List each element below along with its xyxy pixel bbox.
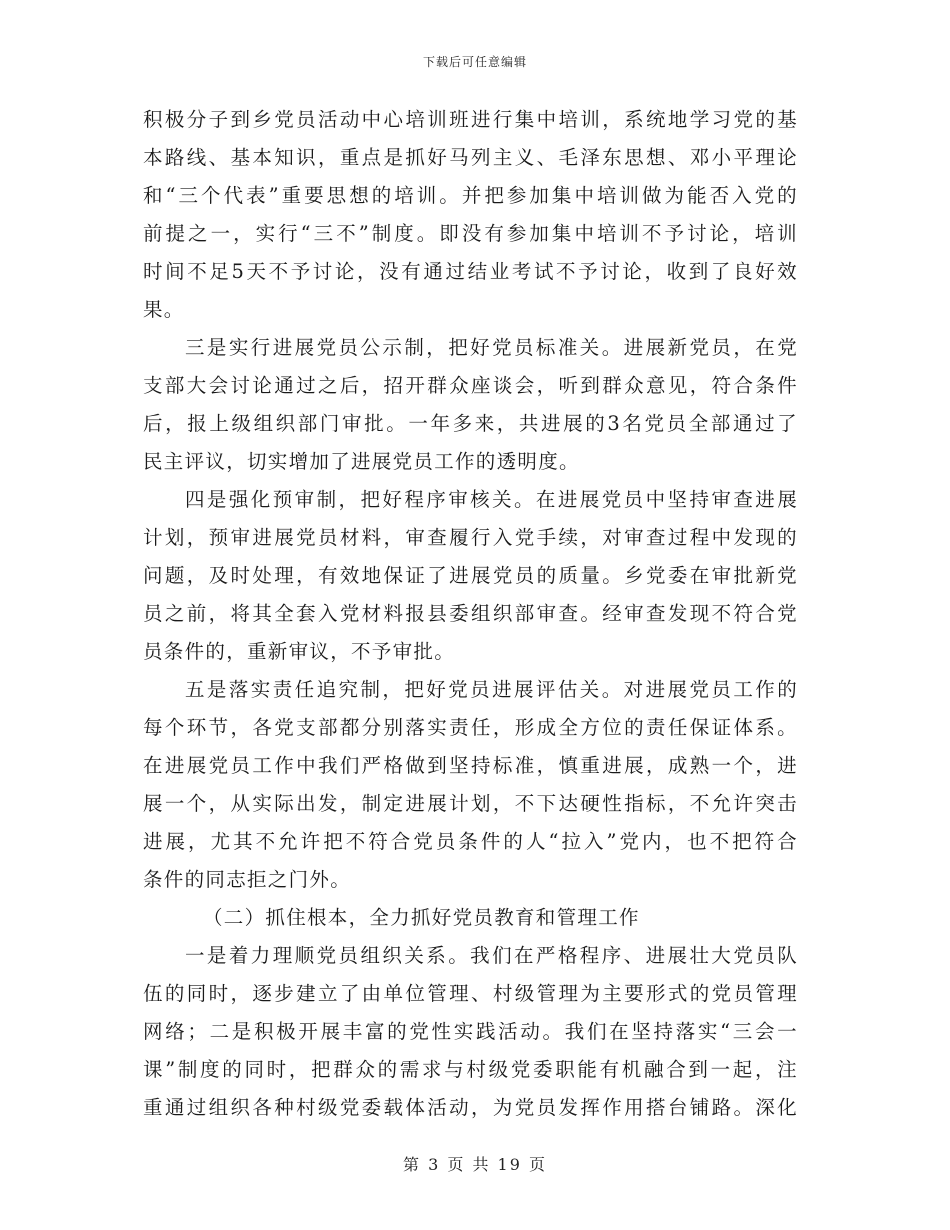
text-line: 每个环节，各党支部都分别落实责任，形成全方位的责任保证体系。: [143, 716, 798, 739]
text-line: 展一个，从实际出发，制定进展计划，不下达硬性指标，不允许突击: [143, 792, 798, 815]
text-line: 和“三个代表”重要思想的培训。并把参加集中培训做为能否入党的: [143, 184, 798, 207]
document-body: [143, 101, 798, 1127]
text-line: 员之前，将其全套入党材料报县委组织部审查。经审查发现不符合党: [143, 602, 798, 625]
text-line: 民主评议，切实增加了进展党员工作的透明度。: [143, 450, 580, 473]
text-line: 时间不足5天不予讨论，没有通过结业考试不予讨论，收到了良好效: [143, 260, 798, 283]
text-line: 果。: [143, 298, 185, 321]
text-line: 重通过组织各种村级党委载体活动，为党员发挥作用搭台铺路。深化: [143, 1096, 798, 1119]
text-line: 伍的同时，逐步建立了由单位管理、村级管理为主要形式的党员管理: [143, 982, 798, 1005]
paragraph-start-line: 三是实行进展党员公示制，把好党员标准关。进展新党员，在党: [185, 336, 798, 359]
text-line: 支部大会讨论通过之后，招开群众座谈会，听到群众意见，符合条件: [143, 374, 798, 397]
paragraph-start-line: 一是着力理顺党员组织关系。我们在严格程序、进展壮大党员队: [185, 944, 798, 967]
page-header-note: 下载后可任意编辑: [422, 55, 527, 69]
text-line: 条件的同志拒之门外。: [143, 868, 352, 891]
page-footer-pagination: 第 3 页 共 19 页: [403, 1155, 547, 1174]
text-line: 计划，预审进展党员材料，审查履行入党手续，对审查过程中发现的: [143, 526, 798, 549]
text-line: 员条件的，重新审议，不予审批。: [143, 640, 456, 663]
text-line: 后，报上级组织部门审批。一年多来，共进展的3名党员全部通过了: [143, 412, 798, 435]
text-line: 在进展党员工作中我们严格做到坚持标准，慎重进展，成熟一个，进: [143, 754, 798, 777]
text-line: 积极分子到乡党员活动中心培训班进行集中培训，系统地学习党的基: [143, 108, 798, 131]
text-line: 前提之一，实行“三不”制度。即没有参加集中培训不予讨论，培训: [143, 222, 798, 245]
text-line: 进展，尤其不允许把不符合党员条件的人“拉入”党内，也不把符合: [143, 830, 798, 853]
section-heading: （二）抓住根本，全力抓好党员教育和管理工作: [203, 906, 640, 929]
text-line: 网络；二是积极开展丰富的党性实践活动。我们在坚持落实“三会一: [143, 1020, 798, 1043]
text-line: 问题，及时处理，有效地保证了进展党员的质量。乡党委在审批新党: [143, 564, 798, 587]
paragraph-start-line: 五是落实责任追究制，把好党员进展评估关。对进展党员工作的: [185, 678, 798, 701]
text-line: 课”制度的同时，把群众的需求与村级党委职能有机融合到一起，注: [143, 1058, 798, 1081]
paragraph-start-line: 四是强化预审制，把好程序审核关。在进展党员中坚持审查进展: [185, 488, 798, 511]
text-line: 本路线、基本知识，重点是抓好马列主义、毛泽东思想、邓小平理论: [143, 146, 798, 169]
